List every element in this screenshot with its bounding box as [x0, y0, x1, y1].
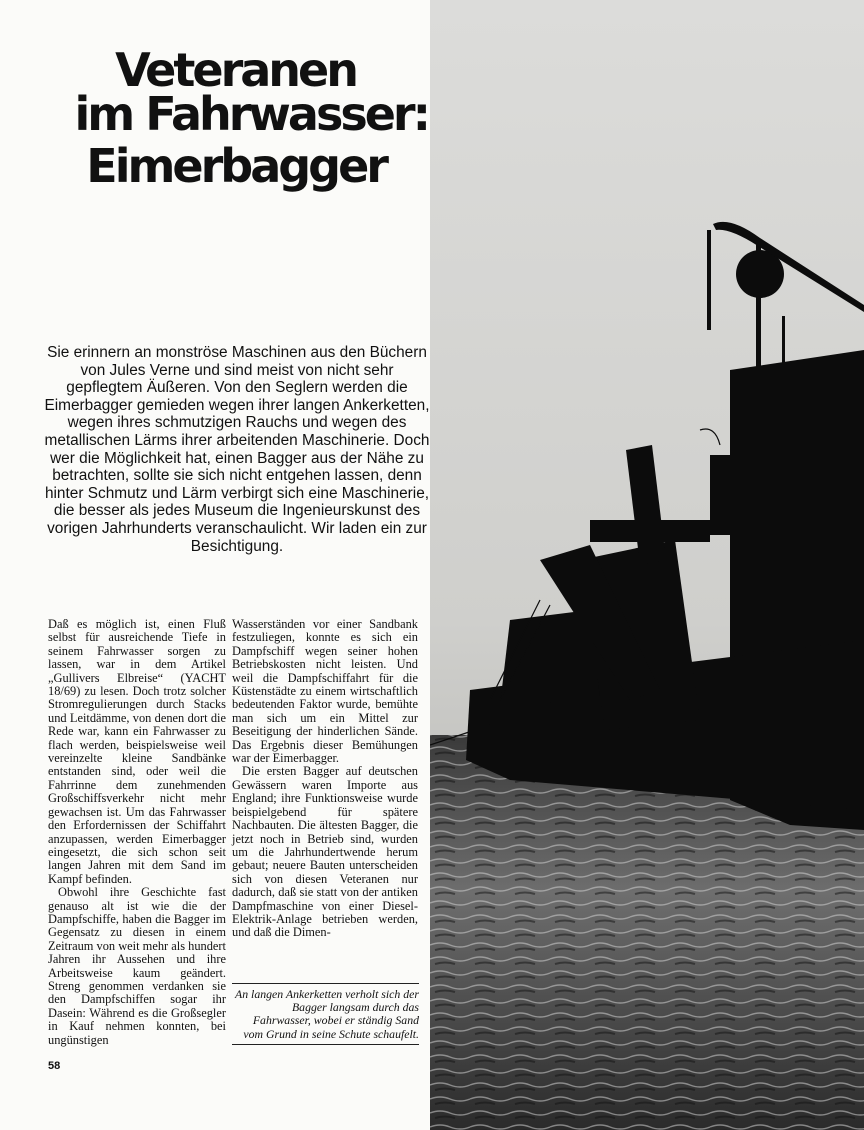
title-line-1: Veteranen [115, 43, 356, 97]
photo-caption: An langen Ankerketten verholt sich der Bagger langsam durch das Fahrwasser, wobei er ständig Sand vom Grund in seine Schute schaufelt. [232, 983, 419, 1045]
body-paragraph: Die ersten Bagger auf deutschen Gewässern waren Importe aus England; ihre Funktionsweise wurde beispielgebend für spätere Nachbauten. Die ältesten Bagger, die jetzt noch in Betrieb sind, wurden um die Jahrhundertwende herum gebaut; neuere Bauten unterscheiden sich von diesen Veteranen nur dadurch, daß sie statt von der antiken Dampfmaschine von einer Diesel-Elektrik-Anlage betrieben werden, und daß die Dimen- [232, 764, 418, 940]
dredger-photo [430, 0, 864, 1130]
body-column-2 [232, 618, 418, 940]
body-column-1 [48, 618, 226, 1047]
title-line-3: Eimerbagger [86, 139, 386, 193]
body-paragraph: Daß es möglich ist, einen Fluß selbst für ausreichende Tiefe in seinem Fahrwasser sorgen zu lassen, war in dem Artikel „Gullivers Elbreise“ (YACHT 18/69) zu lesen. Doch trotz solcher Stromregulierungen durch Stacks und Leitdämme, von denen dort die Rede war, kann ein Fahrwasser zu flach werden, beispielsweise weil vereinzelte kleine Sandbänke entstanden sind, oder weil die Fahrrinne dem zunehmenden Großschiffsverkehr nicht mehr gewachsen ist. Um das Fahrwasser den Erfordernissen der Schiffahrt anzupassen, werden Eimerbagger eingesetzt, die sich schon seit langen Jahren mit dem Sand im Kampf befinden. [48, 617, 226, 886]
body-paragraph: Wasserständen vor einer Sandbank festzuliegen, konnte es sich ein Dampfschiff wegen seiner hohen Betriebskosten nicht leisten. Und weil die Dampfschiffahrt für die Küstenstädte zu einem wirtschaftlich bedeutenden Faktor wurde, bemühte man sich um ein Mittel zur Beseitigung der hinderlichen Sände. Das Ergebnis dieser Bemühungen war der Eimerbagger. [232, 617, 418, 766]
title-line-2: im Fahrwasser: [74, 87, 428, 141]
lead-paragraph: Sie erinnern an monströse Maschinen aus den Büchern von Jules Verne und sind meist von nicht sehr gepflegtem Äußeren. Von den Seglern werden die Eimerbagger gemieden wegen ihrer langen Ankerketten, wegen ihres schmutzigen Rauchs und wegen des metallischen Lärms ihrer arbeitenden Maschinerie. Doch wer die Möglichkeit hat, einen Bagger aus der Nähe zu betrachten, sollte sie sich nicht entgehen lassen, denn hinter Schmutz und Lärm verbirgt sich eine Maschinerie, die besser als jedes Museum die Ingenieurskunst des vorigen Jahrhunderts veranschaulicht. Wir laden ein zur Besichtigung. [44, 344, 430, 555]
page-number: 58 [48, 1060, 61, 1072]
body-paragraph: Obwohl ihre Geschichte fast genauso alt ist wie die der Dampfschiffe, haben die Bagger im Gegensatz zu diesen in einem Zeitraum von weit mehr als hundert Jahren ihr Aussehen und ihre Arbeitsweise kaum geändert. Streng genommen verdanken sie den Dampfschiffen sogar ihr Dasein: Während es die Großsegler in Kauf nehmen konnten, bei ungünstigen [48, 885, 226, 1047]
